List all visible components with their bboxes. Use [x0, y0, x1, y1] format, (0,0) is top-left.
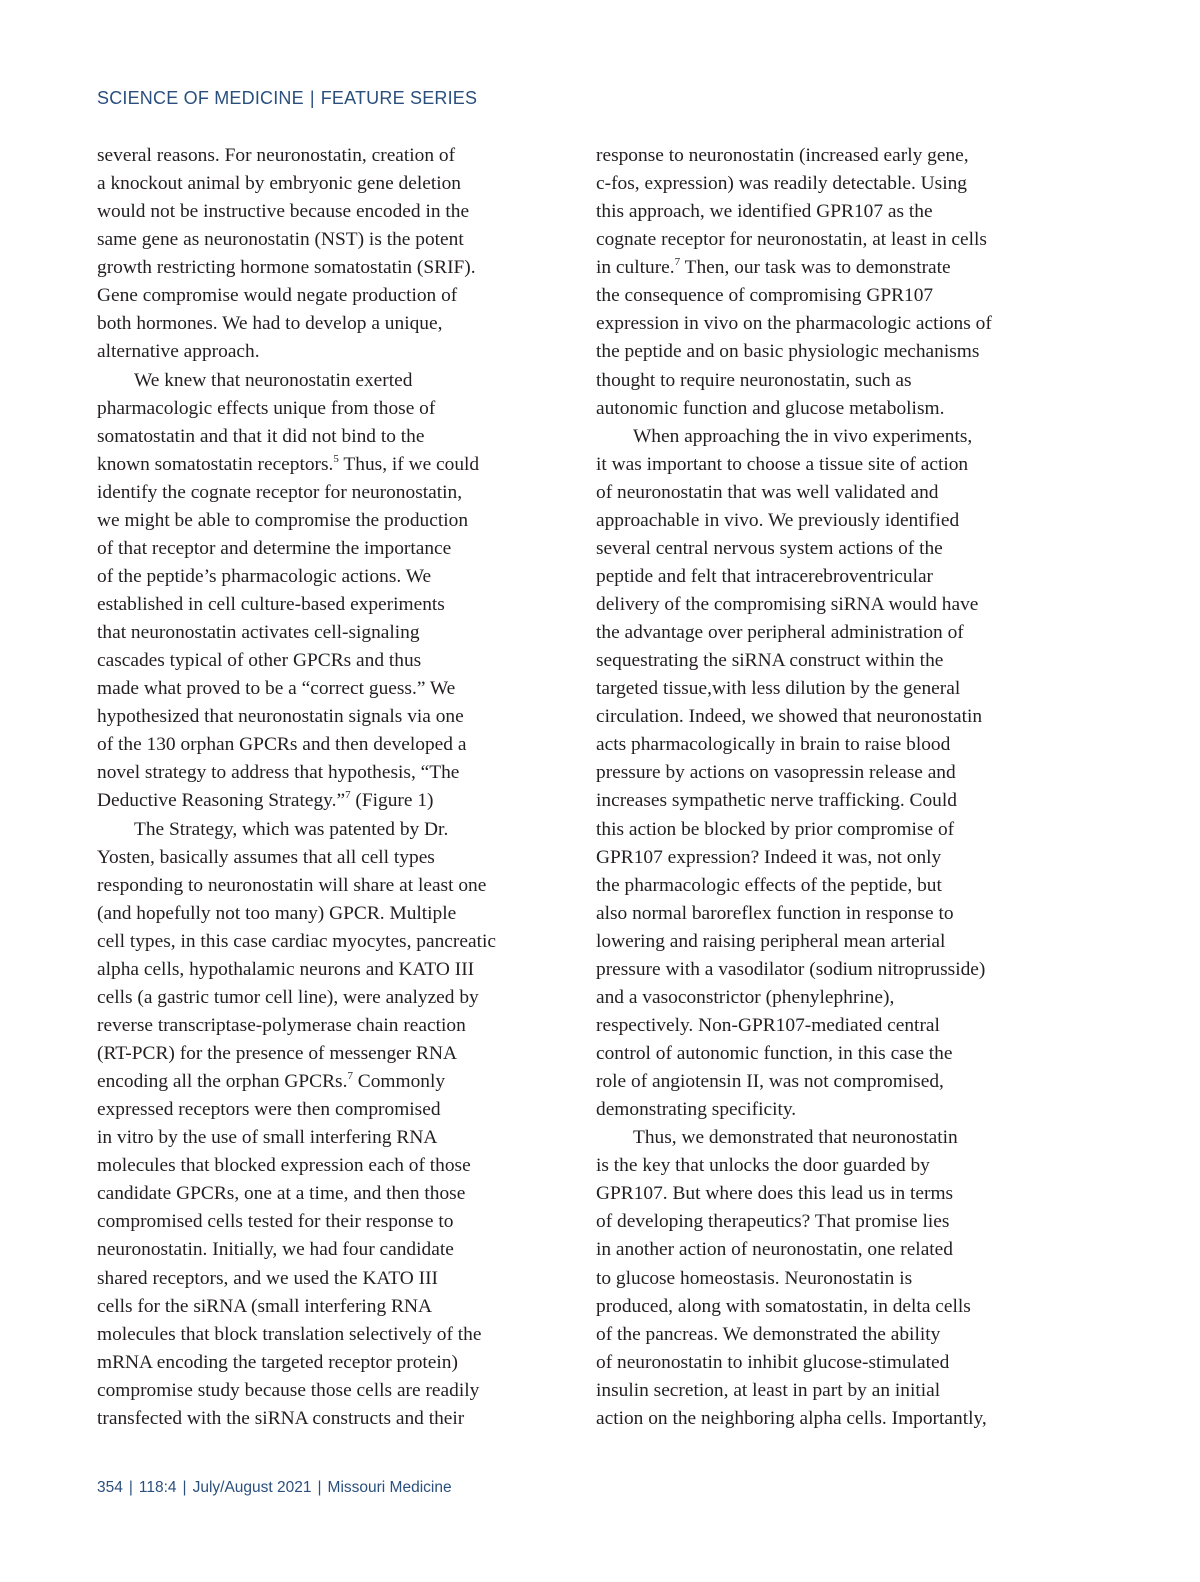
- text-line: [596, 535, 1066, 563]
- text-line: [596, 563, 1066, 591]
- text-line: [596, 1124, 1066, 1152]
- line-text: established in cell culture-based experiments: [97, 594, 445, 615]
- text-line: [97, 816, 567, 844]
- text-line: [596, 423, 1066, 451]
- text-line: [97, 1124, 567, 1152]
- citation-superscript: 7: [345, 789, 351, 802]
- text-line: [596, 254, 1066, 282]
- line-text: candidate GPCRs, one at a time, and then those: [97, 1183, 466, 1205]
- line-text: we might be able to compromise the production: [97, 509, 469, 531]
- text-line: [596, 591, 1066, 619]
- line-text: of neuronostatin that was well validated and: [596, 481, 939, 503]
- line-text: Thus, we demonstrated that neuronostatin: [633, 1127, 958, 1149]
- line-text: of neuronostatin to inhibit glucose-stimulated: [596, 1351, 950, 1373]
- text-line: [97, 1096, 567, 1124]
- line-text: (RT-PCR) for the presence of messenger RNA: [97, 1043, 457, 1064]
- header-separator: |: [309, 88, 315, 108]
- line-text: respectively. Non-GPR107-mediated central: [596, 1014, 940, 1036]
- footer-date: July/August 2021: [192, 1479, 312, 1496]
- text-line: [97, 1321, 567, 1349]
- line-text: lowering and raising peripheral mean arterial: [596, 930, 946, 952]
- line-text: alternative approach.: [97, 341, 260, 363]
- line-text: several central nervous system actions of the: [596, 537, 943, 559]
- line-text: pharmacologic effects unique from those of: [97, 397, 436, 419]
- text-line: [97, 282, 567, 310]
- text-line: [596, 956, 1066, 984]
- text-line: [97, 1152, 567, 1180]
- line-text: compromise study because those cells are readily: [97, 1379, 480, 1401]
- line-text: a knockout animal by embryonic gene deletion: [97, 173, 462, 195]
- line-text: known somatostatin receptors.: [97, 453, 334, 475]
- text-line: [97, 900, 567, 928]
- right-column: [596, 142, 1066, 1433]
- line-text: in another action of neuronostatin, one related: [596, 1239, 953, 1261]
- line-text: action on the neighboring alpha cells. Importantly,: [596, 1407, 987, 1429]
- text-line: [596, 479, 1066, 507]
- text-line: [596, 928, 1066, 956]
- line-text-continued: Then, our task was to demonstrate: [680, 257, 951, 279]
- line-text: cascades typical of other GPCRs and thus: [97, 650, 422, 672]
- text-line: [97, 535, 567, 563]
- header-section: SCIENCE OF MEDICINE: [97, 88, 304, 108]
- text-line: [596, 787, 1066, 815]
- line-text: the consequence of compromising GPR107: [596, 285, 934, 307]
- text-line: [97, 759, 567, 787]
- footer-separator-3: |: [317, 1479, 322, 1496]
- text-line: [97, 1068, 567, 1096]
- text-line: [97, 338, 567, 366]
- line-text: of the peptide’s pharmacologic actions. We: [97, 565, 432, 587]
- text-line: [97, 1377, 567, 1405]
- line-text: GPR107. But where does this lead us in terms: [596, 1183, 954, 1205]
- line-text: GPR107 expression? Indeed it was, not only: [596, 846, 942, 868]
- text-line: [97, 591, 567, 619]
- line-text: of the pancreas. We demonstrated the ability: [596, 1323, 941, 1345]
- line-text: autonomic function and glucose metabolism.: [596, 397, 945, 419]
- text-line: [596, 338, 1066, 366]
- line-text-continued: (Figure 1): [350, 790, 434, 812]
- text-line: [596, 1293, 1066, 1321]
- text-line: [596, 1377, 1066, 1405]
- citation-superscript: 7: [347, 1070, 353, 1083]
- footer-separator-2: |: [182, 1479, 187, 1496]
- text-line: [596, 1096, 1066, 1124]
- line-text: demonstrating specificity.: [596, 1099, 797, 1121]
- text-line: [97, 310, 567, 338]
- line-text: this action be blocked by prior compromise of: [596, 818, 955, 840]
- line-text: identify the cognate receptor for neuronostatin,: [97, 481, 463, 503]
- line-text: several reasons. For neuronostatin, creation of: [97, 145, 456, 166]
- text-line: [97, 1293, 567, 1321]
- text-line: [596, 1265, 1066, 1293]
- line-text: would not be instructive because encoded in the: [97, 201, 470, 223]
- text-line: [97, 647, 567, 675]
- text-line: [97, 619, 567, 647]
- text-line: [97, 1012, 567, 1040]
- text-line: [97, 1405, 567, 1433]
- running-header: [97, 88, 477, 109]
- text-line: [97, 423, 567, 451]
- text-line: [596, 170, 1066, 198]
- text-line: [97, 507, 567, 535]
- line-text: targeted tissue,with less dilution by the general: [596, 678, 961, 700]
- line-text: also normal baroreflex function in response to: [596, 902, 954, 924]
- line-text: Gene compromise would negate production of: [97, 285, 458, 307]
- line-text-continued: Commonly: [352, 1071, 446, 1093]
- left-column: [97, 142, 567, 1433]
- text-line: [596, 759, 1066, 787]
- line-text: role of angiotensin II, was not compromised,: [596, 1071, 944, 1093]
- text-line: [596, 1012, 1066, 1040]
- text-line: [97, 703, 567, 731]
- line-text: both hormones. We had to develop a unique,: [97, 313, 443, 335]
- text-line: [596, 451, 1066, 479]
- line-text: sequestrating the siRNA construct within the: [596, 650, 944, 672]
- text-line: [596, 900, 1066, 928]
- line-text: delivery of the compromising siRNA would have: [596, 594, 979, 615]
- line-text: of that receptor and determine the importance: [97, 537, 452, 559]
- text-line: [97, 479, 567, 507]
- line-text: alpha cells, hypothalamic neurons and KATO III: [97, 958, 475, 980]
- text-line: [97, 1208, 567, 1236]
- text-line: [596, 1236, 1066, 1264]
- text-line: [97, 731, 567, 759]
- line-text: molecules that blocked expression each of those: [97, 1155, 471, 1177]
- text-line: [596, 984, 1066, 1012]
- text-line: [97, 1349, 567, 1377]
- line-text: same gene as neuronostatin (NST) is the potent: [97, 229, 464, 251]
- line-text: cell types, in this case cardiac myocytes, pancreatic: [97, 930, 496, 952]
- text-line: [97, 675, 567, 703]
- line-text: the advantage over peripheral administration of: [596, 622, 964, 644]
- line-text: novel strategy to address that hypothesis, “The: [97, 762, 460, 784]
- line-text: (and hopefully not too many) GPCR. Multiple: [97, 902, 457, 924]
- line-text: response to neuronostatin (increased early gene,: [596, 145, 969, 166]
- line-text: encoding all the orphan GPCRs.: [97, 1071, 348, 1093]
- text-line: [97, 563, 567, 591]
- line-text: Yosten, basically assumes that all cell types: [97, 846, 435, 868]
- text-line: [596, 1405, 1066, 1433]
- line-text: peptide and felt that intracerebroventricular: [596, 565, 934, 587]
- text-line: [596, 844, 1066, 872]
- line-text: responding to neuronostatin will share at least one: [97, 874, 487, 896]
- text-line: [97, 170, 567, 198]
- text-line: [97, 451, 567, 479]
- text-line: [596, 872, 1066, 900]
- line-text: it was important to choose a tissue site of action: [596, 453, 969, 475]
- line-text: pressure by actions on vasopressin release and: [596, 762, 956, 784]
- text-line: [97, 984, 567, 1012]
- line-text: circulation. Indeed, we showed that neuronostatin: [596, 706, 983, 728]
- line-text: insulin secretion, at least in part by an initial: [596, 1379, 941, 1401]
- text-line: [596, 395, 1066, 423]
- text-line: [97, 198, 567, 226]
- header-series: FEATURE SERIES: [320, 88, 478, 108]
- text-line: [596, 1208, 1066, 1236]
- text-line: [97, 1040, 567, 1068]
- text-line: [97, 142, 567, 170]
- text-line: [596, 647, 1066, 675]
- line-text: We knew that neuronostatin exerted: [134, 369, 413, 391]
- line-text: molecules that block translation selectively of the: [97, 1323, 482, 1345]
- text-line: [97, 254, 567, 282]
- line-text: in vitro by the use of small interfering RNA: [97, 1127, 438, 1149]
- footer-issue: 118:4: [138, 1479, 177, 1496]
- line-text: the peptide and on basic physiologic mechanisms: [596, 341, 980, 363]
- line-text: in culture.: [596, 257, 675, 279]
- line-text: transfected with the siRNA constructs and their: [97, 1407, 465, 1429]
- text-line: [596, 675, 1066, 703]
- line-text: to glucose homeostasis. Neuronostatin is: [596, 1267, 913, 1289]
- text-line: [97, 787, 567, 815]
- line-text: cells for the siRNA (small interfering RNA: [97, 1295, 432, 1317]
- text-line: [596, 367, 1066, 395]
- text-line: [97, 395, 567, 423]
- line-text: of the 130 orphan GPCRs and then developed a: [97, 734, 467, 756]
- text-line: [596, 1349, 1066, 1377]
- text-line: [97, 928, 567, 956]
- text-line: [596, 731, 1066, 759]
- text-line: [596, 507, 1066, 535]
- line-text: reverse transcriptase-polymerase chain reaction: [97, 1014, 466, 1036]
- line-text: expression in vivo on the pharmacologic actions of: [596, 313, 992, 335]
- line-text: c-fos, expression) was readily detectable. Using: [596, 173, 967, 195]
- text-line: [596, 1180, 1066, 1208]
- text-line: [596, 1068, 1066, 1096]
- text-line: [97, 956, 567, 984]
- line-text: is the key that unlocks the door guarded by: [596, 1155, 930, 1177]
- line-text: increases sympathetic nerve trafficking. Could: [596, 790, 957, 812]
- page-footer: [97, 1479, 452, 1497]
- text-line: [97, 1265, 567, 1293]
- line-text: growth restricting hormone somatostatin (SRIF).: [97, 257, 476, 279]
- text-line: [596, 198, 1066, 226]
- line-text: this approach, we identified GPR107 as the: [596, 201, 933, 223]
- line-text: made what proved to be a “correct guess.” We: [97, 678, 456, 700]
- line-text: somatostatin and that it did not bind to the: [97, 425, 425, 447]
- text-line: [97, 1180, 567, 1208]
- line-text: of developing therapeutics? That promise lies: [596, 1211, 950, 1233]
- line-text: compromised cells tested for their response to: [97, 1211, 454, 1233]
- line-text: When approaching the in vivo experiments,: [633, 425, 973, 447]
- text-line: [97, 844, 567, 872]
- line-text: mRNA encoding the targeted receptor protein): [97, 1351, 458, 1373]
- line-text: control of autonomic function, in this case the: [596, 1043, 953, 1064]
- line-text: neuronostatin. Initially, we had four candidate: [97, 1239, 454, 1261]
- text-line: [97, 367, 567, 395]
- footer-separator-1: |: [128, 1479, 133, 1496]
- text-line: [596, 142, 1066, 170]
- text-line: [97, 226, 567, 254]
- line-text: Deductive Reasoning Strategy.”: [97, 790, 346, 812]
- line-text: that neuronostatin activates cell-signaling: [97, 622, 420, 644]
- line-text-continued: Thus, if we could: [338, 453, 480, 475]
- line-text: and a vasoconstrictor (phenylephrine),: [596, 986, 895, 1008]
- line-text: The Strategy, which was patented by Dr.: [134, 818, 449, 840]
- line-text: thought to require neuronostatin, such as: [596, 369, 912, 391]
- citation-superscript: 5: [333, 452, 339, 465]
- text-line: [596, 282, 1066, 310]
- line-text: produced, along with somatostatin, in delta cells: [596, 1295, 971, 1317]
- text-line: [596, 703, 1066, 731]
- line-text: expressed receptors were then compromised: [97, 1099, 441, 1121]
- text-line: [97, 872, 567, 900]
- text-line: [596, 816, 1066, 844]
- citation-superscript: 7: [674, 256, 681, 269]
- text-line: [596, 1040, 1066, 1068]
- line-text: shared receptors, and we used the KATO III: [97, 1267, 439, 1289]
- text-line: [596, 619, 1066, 647]
- footer-page-number: 354: [97, 1479, 123, 1496]
- text-line: [596, 226, 1066, 254]
- text-line: [596, 310, 1066, 338]
- text-line: [596, 1152, 1066, 1180]
- text-line: [596, 1321, 1066, 1349]
- line-text: approachable in vivo. We previously identified: [596, 509, 960, 531]
- line-text: cells (a gastric tumor cell line), were analyzed by: [97, 986, 479, 1008]
- line-text: acts pharmacologically in brain to raise blood: [596, 734, 951, 756]
- line-text: hypothesized that neuronostatin signals via one: [97, 706, 464, 728]
- line-text: pressure with a vasodilator (sodium nitroprusside): [596, 958, 986, 980]
- line-text: cognate receptor for neuronostatin, at least in cells: [596, 229, 987, 251]
- text-line: [97, 1236, 567, 1264]
- line-text: the pharmacologic effects of the peptide, but: [596, 874, 942, 896]
- footer-journal: Missouri Medicine: [327, 1479, 452, 1496]
